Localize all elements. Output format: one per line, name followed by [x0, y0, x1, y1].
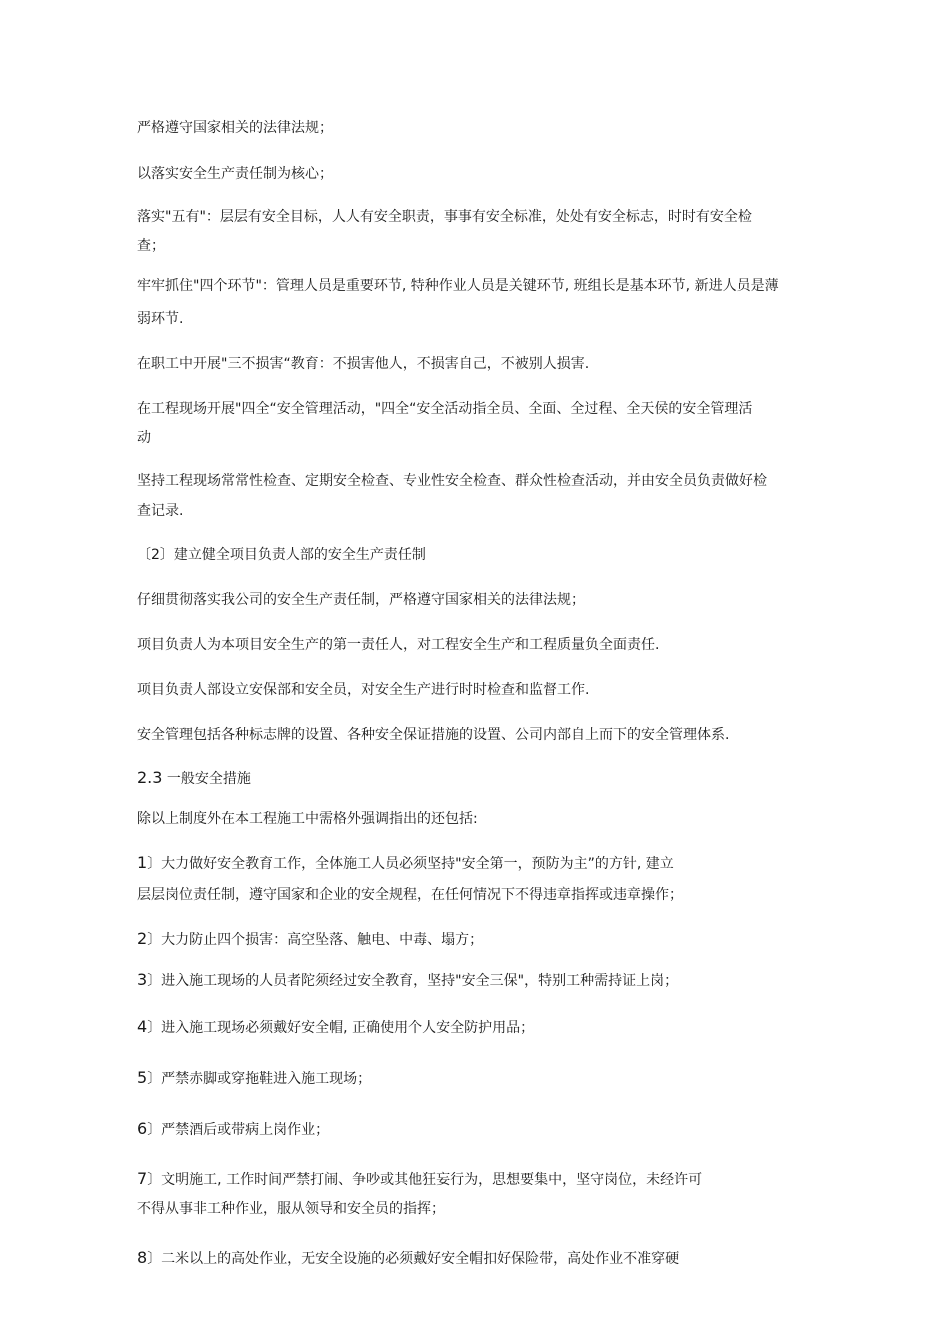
list-item-continuation: 不得从事非工种作业，服从领导和安全员的指挥；: [137, 1201, 445, 1217]
list-item: [137, 853, 674, 874]
list-item-number: 3: [137, 970, 148, 989]
list-item: [137, 1169, 702, 1190]
paragraph: 严格遵守国家相关的法律法规；: [137, 120, 333, 136]
section-number: 2.3: [137, 768, 163, 787]
paragraph-continuation: 动: [137, 430, 151, 446]
list-item-number: 1: [137, 853, 148, 872]
list-item-number: 7: [137, 1169, 148, 1188]
paragraph: 落实"五有"：层层有安全目标，人人有安全职责，事事有安全标准，处处有安全标志，时时有安全检: [137, 209, 752, 225]
list-item-text: 〕严禁酒后或带病上岗作业；: [147, 1122, 330, 1138]
paragraph: 项目负责人部设立安保部和安全员，对安全生产进行时时检查和监督工作.: [137, 682, 590, 698]
list-item-text: 〕进入施工现场必须戴好安全帽, 正确使用个人安全防护用品；: [147, 1020, 535, 1036]
paragraph: 在工程现场开展"四全“安全管理活动，"四全“安全活动指全员、全面、全过程、全天侯的安全管理活: [137, 401, 753, 417]
list-item: [137, 1119, 329, 1140]
paragraph: 安全管理包括各种标志牌的设置、各种安全保证措施的设置、公司内部自上而下的安全管理体系.: [137, 727, 730, 743]
paragraph: 在职工中开展"三不损害“教育：不损害他人，不损害自己，不被别人损害.: [137, 356, 590, 372]
paragraph: 坚持工程现场常常性检查、定期安全检查、专业性安全检查、群众性检查活动，并由安全员负责做好检: [137, 473, 767, 489]
section-title: 一般安全措施: [162, 771, 251, 787]
paragraph: 项目负责人为本项目安全生产的第一责任人，对工程安全生产和工程质量负全面责任.: [137, 637, 660, 653]
list-item: [137, 970, 678, 991]
section-heading: [137, 545, 426, 565]
list-item: [137, 1248, 679, 1269]
list-item-text: 〕严禁赤脚或穿拖鞋进入施工现场；: [147, 1071, 372, 1087]
list-item-text: 〕大力做好安全教育工作，全体施工人员必须坚持"安全第一，预防为主”的方针, 建立: [147, 856, 674, 872]
paragraph-continuation: 查；: [137, 238, 165, 254]
list-item: [137, 929, 483, 950]
list-item-number: 6: [137, 1119, 148, 1138]
section-title: 建立健全项目负责人部的安全生产责任制: [173, 547, 426, 563]
paragraph: 牢牢抓住"四个环节"：管理人员是重要环节, 特种作业人员是关键环节, 班组长是基本环节, 新进人员是薄: [137, 278, 779, 294]
paragraph: 以落实安全生产责任制为核心；: [137, 166, 333, 182]
list-item-text: 〕文明施工, 工作时间严禁打闹、争吵或其他狂妄行为，思想要集中，坚守岗位，未经许可: [147, 1172, 703, 1188]
list-item: [137, 1068, 371, 1089]
list-item: [137, 1017, 534, 1038]
list-item-number: 5: [137, 1068, 148, 1087]
list-item-number: 8: [137, 1248, 148, 1267]
list-item-continuation: 层层岗位责任制，遵守国家和企业的安全规程，在任何情况下不得违章指挥或违章操作；: [137, 887, 683, 903]
paragraph-continuation: 弱环节.: [137, 311, 184, 327]
list-item-text: 〕进入施工现场的人员者陀须经过安全教育，坚持"安全三保"，特别工种需持证上岗；: [147, 973, 679, 989]
list-item-text: 〕二米以上的高处作业，无安全设施的必须戴好安全帽扣好保险带，高处作业不准穿硬: [147, 1251, 680, 1267]
list-item-number: 4: [137, 1017, 148, 1036]
list-item-text: 〕大力防止四个损害：高空坠落、触电、中毒、塌方；: [147, 932, 484, 948]
section-number: 〔2〕: [137, 547, 174, 563]
paragraph: 除以上制度外在本工程施工中需格外强调指出的还包括:: [137, 811, 478, 827]
section-heading: [137, 768, 251, 789]
paragraph: 仔细贯彻落实我公司的安全生产责任制，严格遵守国家相关的法律法规；: [137, 592, 585, 608]
list-item-number: 2: [137, 929, 148, 948]
paragraph-continuation: 查记录.: [137, 503, 184, 519]
